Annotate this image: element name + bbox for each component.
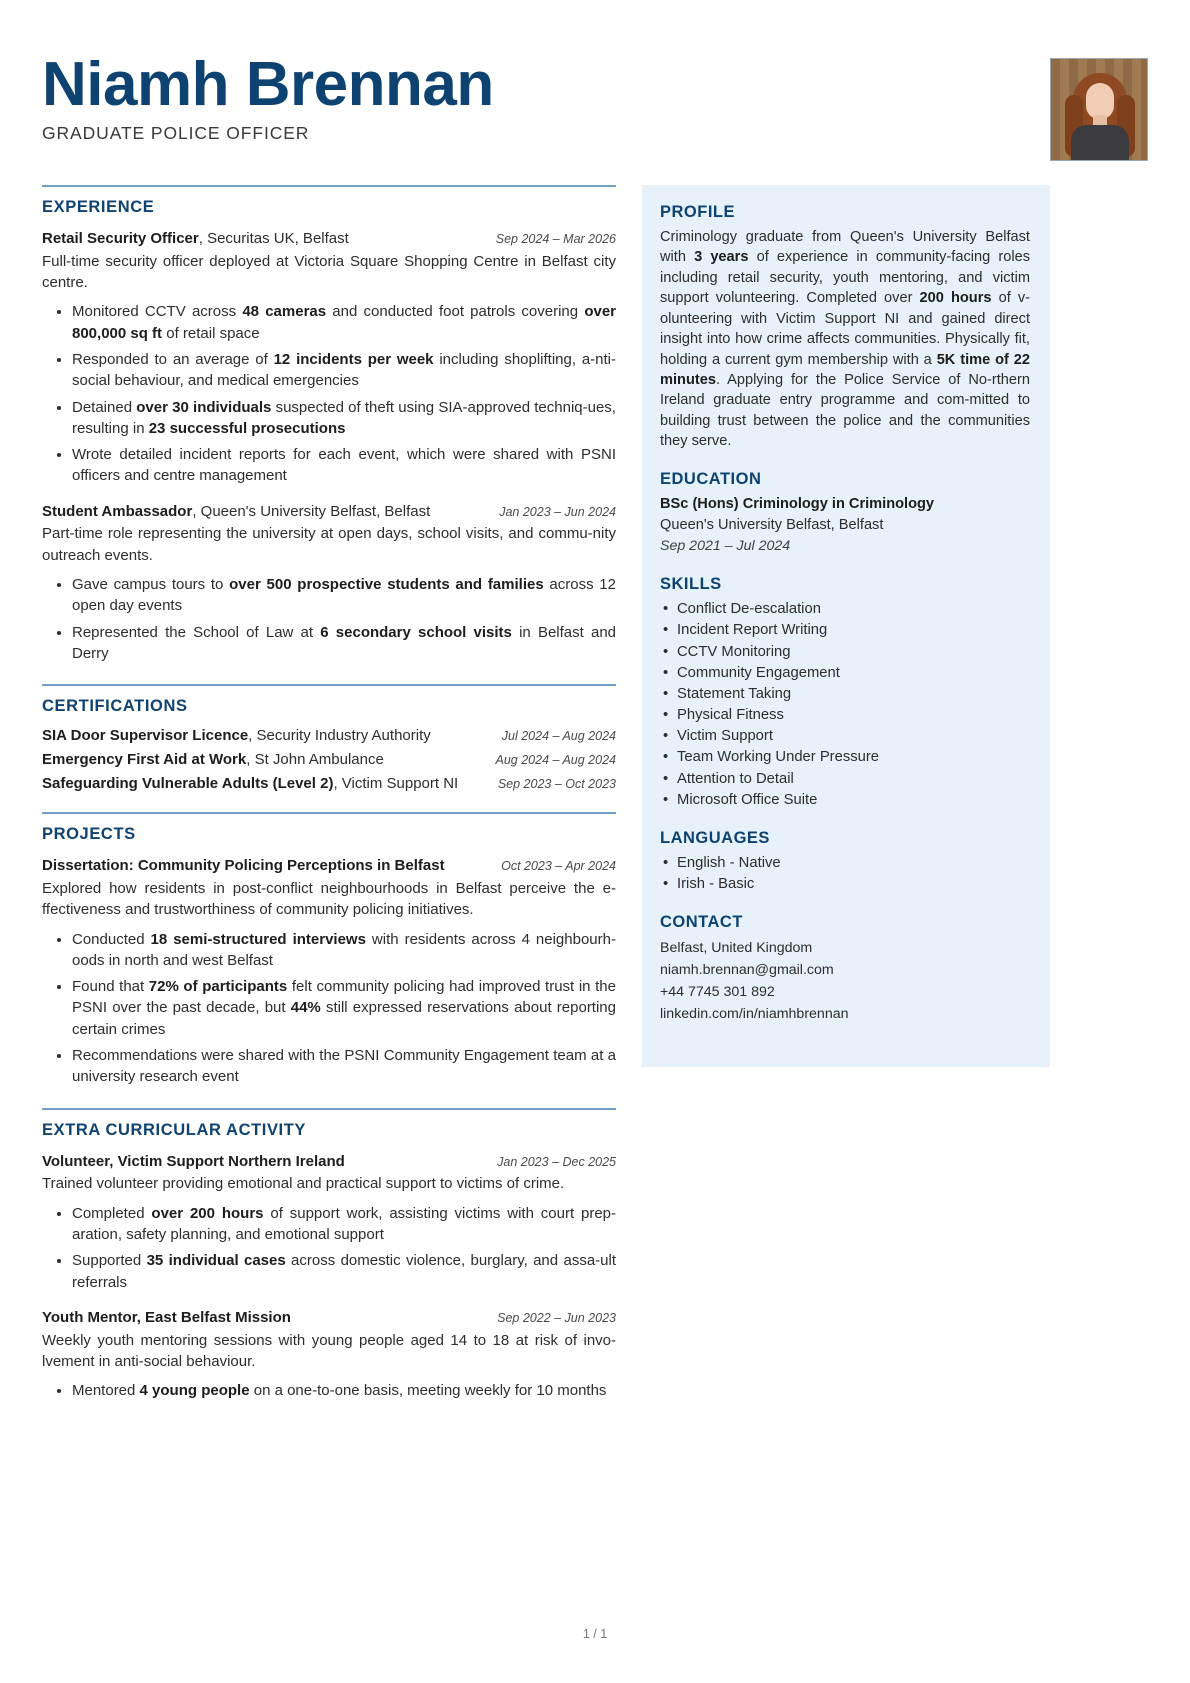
candidate-job-title: GRADUATE POLICE OFFICER	[42, 123, 310, 144]
contact-linkedin[interactable]: linkedin.com/in/niamhbrennan	[660, 1006, 849, 1023]
entry-bullet: • Wrote detailed incident reports for each event, which were shared with PSNI officers and centre management	[72, 444, 616, 487]
entry-bullet: • Detained over 30 individuals suspected of theft using SIA-approved techniq-ues, resulting in 23 successful prosecutions	[72, 397, 616, 440]
entry-bullet-list	[42, 929, 616, 1088]
sidebar-heading-skills: SKILLS	[660, 575, 722, 594]
entry-header	[42, 855, 616, 877]
education-dates: Sep 2021 – Jul 2024	[660, 537, 791, 554]
section-divider	[42, 185, 616, 187]
main-column	[42, 185, 638, 1422]
profile-summary: Criminology graduate from Queen's University Belfast with 3 years of experience in community-facing roles including retail security, youth mentoring, and victim support volunteering. Completed over 200 hours of v-olunteering with Victim Support NI and gained direct insight into how crime affects communities. Physically fit, holding a current gym membership with a 5K time of 22 minutes. Applying for the Police Service of No-rthern Ireland graduate entry programme and com-mitted to building trust between the police and the communities they serve.	[660, 229, 1030, 450]
sidebar-section-skills	[660, 575, 1030, 811]
section-heading-certifications: CERTIFICATIONS	[42, 697, 188, 716]
certification-date: Jul 2024 – Aug 2024	[501, 729, 616, 744]
resume-entry	[42, 228, 616, 487]
certification-rows	[42, 727, 616, 792]
section-divider	[42, 1108, 616, 1110]
sidebar-section-languages	[660, 829, 1030, 895]
section-heading-experience: EXPERIENCE	[42, 198, 155, 216]
education-degree: BSc (Hons) Criminology in Criminology	[660, 495, 935, 512]
entry-header	[42, 1151, 616, 1173]
sidebar-heading-profile: PROFILE	[660, 203, 736, 221]
sidebar-column	[642, 185, 1050, 1067]
certification-row	[42, 775, 616, 792]
list-item: • Incident Report Writing	[675, 620, 1030, 641]
list-item: • English - Native	[675, 853, 1030, 874]
section-divider	[42, 812, 616, 814]
resume-entry	[42, 1307, 616, 1402]
resume-entry	[42, 1151, 616, 1293]
entry-bullet: • Found that 72% of participants felt community policing had improved trust in the PSNI over the past decade, but 44% still expressed reservations about reporting certain crimes	[72, 976, 616, 1040]
entry-title: Volunteer, Victim Support Northern Ireland	[42, 1152, 345, 1170]
section-divider	[42, 684, 616, 686]
entry-title: Youth Mentor, East Belfast Mission	[42, 1308, 291, 1326]
entry-bullet: • Mentored 4 young people on a one-to-one basis, meeting weekly for 10 months	[72, 1380, 616, 1401]
section-extra-curricular	[42, 1108, 616, 1402]
sidebar-heading-languages: LANGUAGES	[660, 828, 770, 847]
certification-name: SIA Door Supervisor Licence, Security Industry Authority	[42, 727, 431, 745]
list-item: • Attention to Detail	[675, 769, 1030, 790]
list-item: • CCTV Monitoring	[675, 642, 1030, 663]
experience-entries	[42, 228, 616, 664]
list-item: • Physical Fitness	[675, 705, 1030, 726]
certification-row	[42, 727, 616, 744]
section-heading-projects: PROJECTS	[42, 825, 136, 844]
entry-date: Jan 2023 – Jun 2024	[499, 504, 616, 519]
list-item: • Conflict De-escalation	[675, 599, 1030, 620]
skills-list	[660, 599, 1030, 811]
section-heading-extra-curricular: EXTRA CURRICULAR ACTIVITY	[42, 1120, 307, 1139]
entry-date: Sep 2022 – Jun 2023	[497, 1310, 616, 1325]
entry-header	[42, 1307, 616, 1329]
entry-title: Dissertation: Community Policing Perceptions in Belfast	[42, 857, 445, 875]
entry-description: Full-time security officer deployed at Victoria Square Shopping Centre in Belfast city centre.	[42, 252, 616, 292]
entry-date: Oct 2023 – Apr 2024	[501, 859, 616, 874]
profile-photo	[1050, 58, 1148, 161]
contact-phone[interactable]: +44 7745 301 892	[660, 984, 775, 1001]
resume-entry	[42, 501, 616, 665]
entry-date: Sep 2024 – Mar 2026	[495, 232, 616, 246]
certification-name: Safeguarding Vulnerable Adults (Level 2), Victim Support NI	[42, 775, 459, 793]
education-school: Queen's University Belfast, Belfast	[660, 516, 884, 533]
entry-bullet: • Supported 35 individual cases across domestic violence, burglary, and assa-ult referrals	[72, 1250, 616, 1293]
list-item: • Team Working Under Pressure	[675, 747, 1030, 768]
entry-description: Weekly youth mentoring sessions with young people aged 14 to 18 at risk of invo-lvement in anti-social behaviour.	[42, 1331, 616, 1370]
entry-bullet-list	[42, 1380, 616, 1401]
extra-curricular-entries	[42, 1151, 616, 1402]
certification-date: Sep 2023 – Oct 2023	[497, 777, 616, 792]
sidebar-section-education	[660, 470, 1030, 558]
entry-description: Explored how residents in post-conflict neighbourhoods in Belfast perceive the e-ffectiveness and trustworthiness of community policing initiatives.	[42, 880, 616, 919]
entry-bullet: • Responded to an average of 12 incidents per week including shoplifting, a-nti-social behaviour, and medical emergencies	[72, 349, 616, 392]
entry-description: Trained volunteer providing emotional and practical support to victims of crime.	[42, 1175, 565, 1193]
entry-description: Part-time role representing the university at open days, school visits, and commu-nity outreach events.	[42, 525, 616, 564]
section-projects	[42, 812, 616, 1087]
list-item: • Microsoft Office Suite	[675, 790, 1030, 811]
section-certifications	[42, 684, 616, 792]
contact-location: Belfast, United Kingdom	[660, 940, 813, 957]
entry-header	[42, 501, 616, 523]
list-item: • Community Engagement	[675, 663, 1030, 684]
entry-bullet: • Recommendations were shared with the PSNI Community Engagement team at a university research event	[72, 1045, 616, 1088]
sidebar-section-contact	[660, 913, 1030, 1025]
certification-name: Emergency First Aid at Work, St John Ambulance	[42, 751, 384, 769]
resume-columns	[0, 185, 1190, 1422]
entry-bullet: • Conducted 18 semi-structured interviews with residents across 4 neighbourh-oods in north and west Belfast	[72, 929, 616, 972]
sidebar-section-profile	[660, 203, 1030, 452]
list-item: • Victim Support	[675, 726, 1030, 747]
entry-title: Retail Security Officer, Securitas UK, Belfast	[42, 230, 349, 247]
certification-date: Aug 2024 – Aug 2024	[495, 753, 616, 768]
resume-entry	[42, 855, 616, 1087]
entry-bullet: • Completed over 200 hours of support work, assisting victims with court prep-aration, safety planning, and emotional support	[72, 1203, 616, 1246]
project-entries	[42, 855, 616, 1087]
entry-bullet-list	[42, 1203, 616, 1293]
header-text-block	[42, 52, 494, 144]
entry-bullet: • Represented the School of Law at 6 secondary school visits in Belfast and Derry	[72, 622, 616, 665]
section-experience	[42, 185, 616, 664]
entry-bullet-list	[42, 301, 616, 486]
sidebar-heading-contact: CONTACT	[660, 913, 743, 932]
photo-body	[1071, 125, 1129, 161]
resume-header	[0, 0, 1190, 161]
sidebar-heading-education: EDUCATION	[660, 469, 762, 488]
languages-list	[660, 853, 1030, 895]
entry-date: Jan 2023 – Dec 2025	[497, 1154, 616, 1169]
entry-bullet-list	[42, 574, 616, 664]
list-item: • Statement Taking	[675, 684, 1030, 705]
entry-bullet: • Monitored CCTV across 48 cameras and conducted foot patrols covering over 800,000 sq ft of retail space	[72, 301, 616, 344]
photo-face	[1086, 83, 1114, 119]
certification-row	[42, 751, 616, 768]
entry-bullet: • Gave campus tours to over 500 prospective students and families across 12 open day events	[72, 574, 616, 617]
page-footer: 1 / 1	[582, 1627, 608, 1641]
candidate-name: Niamh Brennan	[42, 50, 494, 119]
entry-header	[42, 228, 616, 250]
entry-title: Student Ambassador, Queen's University Belfast, Belfast	[42, 502, 431, 520]
contact-email[interactable]: niamh.brennan@gmail.com	[660, 962, 834, 979]
list-item: • Irish - Basic	[675, 874, 1030, 895]
